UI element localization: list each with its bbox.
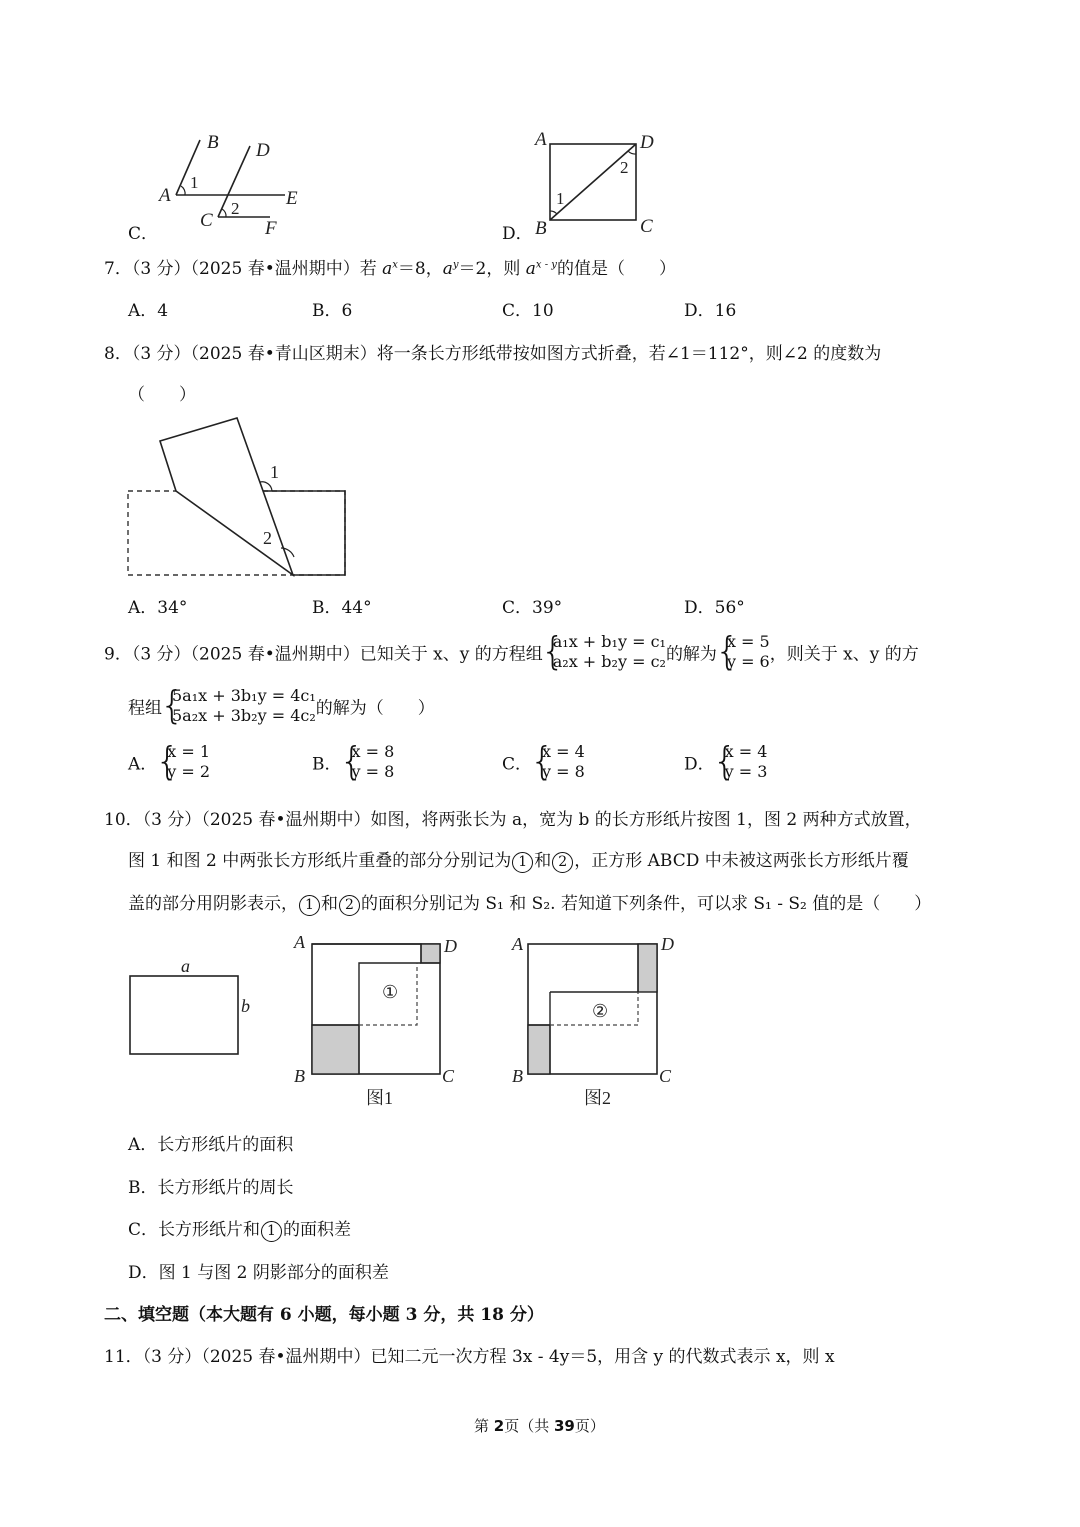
q8-stem-line2: （ ）	[128, 385, 196, 405]
fig-d-label-C: C	[640, 216, 653, 237]
q9-stem-line2: 程组 { 5a₁x + 3b₁y = 4c₁ 5a₂x + 3b₂y = 4c₂ 的解为（ ）	[128, 686, 435, 730]
q6-figure-d	[530, 126, 670, 238]
q11-stem: 11．（3 分）（2025 春•温州期中）已知二元一次方程 3x - 4y＝5，用含 y 的代数式表示 x，则 x	[104, 1347, 835, 1367]
q10-stem-line3: 盖的部分用阴影表示， 1 和 2 的面积分别记为 S₁ 和 S₂. 若知道下列条件，可以求 S₁ - S₂ 值的是（ ）	[128, 894, 932, 914]
fig2-label-A: A	[512, 934, 523, 954]
q9-option-a[interactable]: A． { x = 1 y = 2	[128, 742, 210, 782]
q10-option-c[interactable]: C．长方形纸片和 1 的面积差	[128, 1220, 352, 1240]
q7-option-c[interactable]: C．10	[502, 301, 554, 321]
q9-option-d[interactable]: D． { x = 4 y = 3	[684, 742, 767, 782]
fig-c-label-D: D	[256, 140, 270, 161]
fig8-angle-1: 1	[270, 462, 279, 482]
fig-d-angle-1: 1	[556, 189, 565, 208]
fig1-label-D: D	[444, 936, 457, 956]
q6-figure-c	[150, 128, 310, 236]
q7-stem: 7．（3 分）（2025 春•温州期中）若 $a^x=8$，$a^y=2$，则 $a^{x - y}$的值是（ ）	[104, 259, 676, 279]
fig-d-label-D: D	[640, 132, 654, 153]
fig-d-label-A: A	[535, 129, 547, 150]
q6-option-c-label: C．	[128, 224, 159, 244]
fig2-label-D: D	[661, 934, 674, 954]
q9-system-1: { a₁x + b₁y = c₁ a₂x + b₂y = c₂	[543, 632, 666, 672]
q8-option-b[interactable]: B．44°	[312, 598, 372, 618]
q9-solution: { x = 5 y = 6	[717, 632, 770, 672]
fig1-label-C: C	[442, 1066, 455, 1086]
fig-c-label-A: A	[159, 185, 171, 206]
q6-option-d-label: D．	[502, 224, 533, 244]
fig8-angle-2: 2	[263, 528, 272, 548]
q10-figure	[120, 928, 690, 1110]
q10-option-d[interactable]: D．图 1 与图 2 阴影部分的面积差	[128, 1263, 389, 1283]
fig10-label-b: b	[241, 996, 250, 1016]
fig-d-label-B: B	[535, 218, 547, 238]
q8-figure	[120, 410, 360, 582]
q8-stem-line1: 8．（3 分）（2025 春•青山区期末）将一条长方形纸带按如图方式折叠，若∠1＝112°，则∠2 的度数为	[104, 344, 882, 364]
q7-option-d[interactable]: D．16	[684, 301, 737, 321]
fig10-label-a: a	[181, 956, 190, 976]
fig-c-label-B: B	[207, 132, 219, 153]
q9-stem-line1: 9．（3 分）（2025 春•温州期中）已知关于 x、y 的方程组 { a₁x + b₁y = c₁ a₂x + b₂y = c₂ 的解为 { x = 5 y = 6 ，则关于 x、y 的方	[104, 632, 919, 676]
q10-stem-line2: 图 1 和图 2 中两张长方形纸片重叠的部分分别记为 1 和 2 ，正方形 ABCD 中未被这两张长方形纸片覆	[128, 851, 909, 871]
fig-c-label-F: F	[265, 218, 277, 236]
fig1-region-label: ①	[382, 982, 399, 1002]
q10-option-a[interactable]: A．长方形纸片的面积	[128, 1135, 294, 1155]
fig2-region-label: ②	[592, 1001, 609, 1021]
page-footer: 第 2页（共 39页）	[474, 1417, 605, 1435]
q8-option-a[interactable]: A．34°	[128, 598, 188, 618]
fig1-label-B: B	[294, 1066, 305, 1086]
fig-c-label-E: E	[286, 188, 298, 209]
q7-option-a[interactable]: A．4	[128, 301, 169, 321]
fig-c-angle-2: 2	[231, 199, 240, 218]
fig2-caption: 图2	[584, 1088, 611, 1108]
fig1-label-A: A	[294, 932, 305, 952]
q8-option-d[interactable]: D．56°	[684, 598, 745, 618]
fig-c-angle-1: 1	[190, 173, 199, 192]
fig2-label-C: C	[659, 1066, 672, 1086]
q9-option-c[interactable]: C． { x = 4 y = 8	[502, 742, 585, 782]
q9-system-2: { 5a₁x + 3b₁y = 4c₁ 5a₂x + 3b₂y = 4c₂	[162, 686, 316, 726]
q9-option-b[interactable]: B． { x = 8 y = 8	[312, 742, 394, 782]
fig2-label-B: B	[512, 1066, 523, 1086]
fig-c-label-C: C	[200, 210, 213, 231]
section-fill-in-heading: 二、填空题（本大题有 6 小题，每小题 3 分，共 18 分）	[104, 1305, 544, 1325]
q8-option-c[interactable]: C．39°	[502, 598, 563, 618]
fig-d-angle-2: 2	[620, 158, 629, 177]
fig1-caption: 图1	[366, 1088, 393, 1108]
q10-option-b[interactable]: B．长方形纸片的周长	[128, 1178, 294, 1198]
q7-option-b[interactable]: B．6	[312, 301, 353, 321]
q10-stem-line1: 10．（3 分）（2025 春•温州期中）如图，将两张长为 a，宽为 b 的长方形纸片按图 1，图 2 两种方式放置，	[104, 810, 922, 830]
